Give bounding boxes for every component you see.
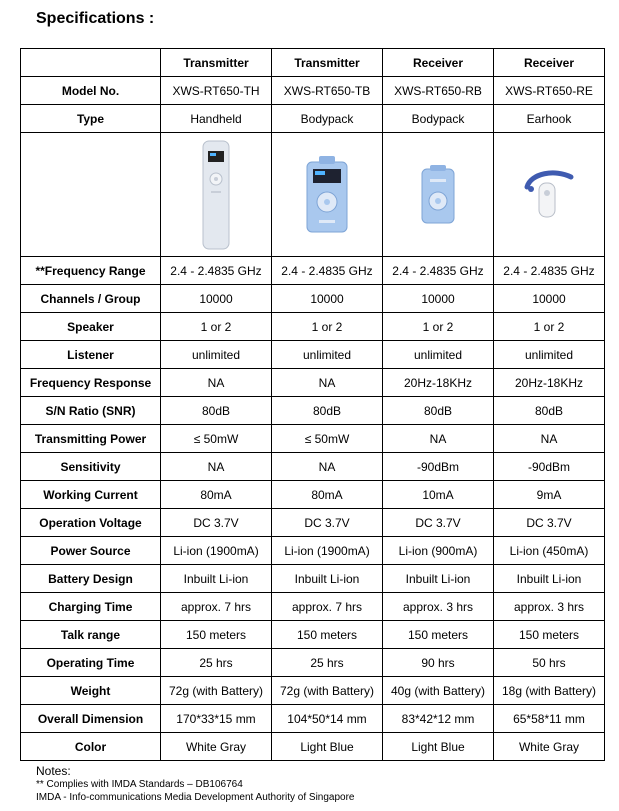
- row-label: Talk range: [21, 621, 161, 649]
- footnote-imda-standard: ** Complies with IMDA Standards – DB106764: [36, 779, 243, 790]
- table-row: [21, 425, 605, 453]
- table-cell: 18g (with Battery): [494, 677, 605, 705]
- table-cell: 10000: [383, 285, 494, 313]
- table-cell: 25 hrs: [161, 649, 272, 677]
- row-label: Overall Dimension: [21, 705, 161, 733]
- table-cell: 80dB: [272, 397, 383, 425]
- row-label: Color: [21, 733, 161, 761]
- table-cell: 20Hz-18KHz: [494, 369, 605, 397]
- table-cell: 2.4 - 2.4835 GHz: [161, 257, 272, 285]
- table-cell: Inbuilt Li-ion: [494, 565, 605, 593]
- row-label: Operating Time: [21, 649, 161, 677]
- row-label: Transmitting Power: [21, 425, 161, 453]
- table-cell: 80dB: [494, 397, 605, 425]
- table-cell: 40g (with Battery): [383, 677, 494, 705]
- table-cell: 2.4 - 2.4835 GHz: [272, 257, 383, 285]
- table-cell: XWS-RT650-RB: [383, 77, 494, 105]
- table-cell: 9mA: [494, 481, 605, 509]
- table-cell: NA: [161, 453, 272, 481]
- table-cell: Earhook: [494, 105, 605, 133]
- table-cell: Inbuilt Li-ion: [161, 565, 272, 593]
- table-cell: Bodypack: [383, 105, 494, 133]
- table-row: [21, 257, 605, 285]
- table-cell: NA: [272, 369, 383, 397]
- row-label: Working Current: [21, 481, 161, 509]
- column-header: Transmitter: [272, 49, 383, 77]
- product-image-cell: [494, 133, 605, 257]
- table-cell: 2.4 - 2.4835 GHz: [383, 257, 494, 285]
- table-cell: Light Blue: [272, 733, 383, 761]
- column-header-row: [21, 49, 605, 77]
- table-cell: 83*42*12 mm: [383, 705, 494, 733]
- table-cell: ≤ 50mW: [272, 425, 383, 453]
- table-cell: Light Blue: [383, 733, 494, 761]
- table-cell: 170*33*15 mm: [161, 705, 272, 733]
- table-cell: XWS-RT650-TB: [272, 77, 383, 105]
- table-cell: 1 or 2: [161, 313, 272, 341]
- table-cell: 10000: [161, 285, 272, 313]
- table-cell: 2.4 - 2.4835 GHz: [494, 257, 605, 285]
- product-image-row: [21, 133, 605, 257]
- table-cell: 80mA: [272, 481, 383, 509]
- table-row: [21, 105, 605, 133]
- row-label: Sensitivity: [21, 453, 161, 481]
- row-label: Model No.: [21, 77, 161, 105]
- table-cell: 90 hrs: [383, 649, 494, 677]
- table-row: [21, 481, 605, 509]
- table-cell: unlimited: [272, 341, 383, 369]
- table-cell: 150 meters: [272, 621, 383, 649]
- column-header: Transmitter: [161, 49, 272, 77]
- table-row: [21, 705, 605, 733]
- table-cell: NA: [494, 425, 605, 453]
- image-label-cell: [21, 133, 161, 257]
- table-cell: -90dBm: [494, 453, 605, 481]
- table-row: [21, 677, 605, 705]
- table-cell: approx. 7 hrs: [272, 593, 383, 621]
- table-cell: unlimited: [383, 341, 494, 369]
- table-row: [21, 565, 605, 593]
- table-cell: 150 meters: [494, 621, 605, 649]
- table-cell: Li-ion (450mA): [494, 537, 605, 565]
- corner-cell: [21, 49, 161, 77]
- table-cell: 72g (with Battery): [272, 677, 383, 705]
- table-cell: 1 or 2: [494, 313, 605, 341]
- row-label: S/N Ratio (SNR): [21, 397, 161, 425]
- table-row: [21, 453, 605, 481]
- table-cell: Li-ion (1900mA): [161, 537, 272, 565]
- table-cell: 10000: [494, 285, 605, 313]
- row-label: **Frequency Range: [21, 257, 161, 285]
- table-cell: 65*58*11 mm: [494, 705, 605, 733]
- table-cell: 104*50*14 mm: [272, 705, 383, 733]
- row-label: Channels / Group: [21, 285, 161, 313]
- table-cell: approx. 7 hrs: [161, 593, 272, 621]
- table-cell: Bodypack: [272, 105, 383, 133]
- table-cell: Li-ion (1900mA): [272, 537, 383, 565]
- table-row: [21, 649, 605, 677]
- table-row: [21, 397, 605, 425]
- table-cell: DC 3.7V: [161, 509, 272, 537]
- table-cell: unlimited: [494, 341, 605, 369]
- table-cell: Handheld: [161, 105, 272, 133]
- table-cell: ≤ 50mW: [161, 425, 272, 453]
- table-cell: 50 hrs: [494, 649, 605, 677]
- table-cell: 10mA: [383, 481, 494, 509]
- table-row: [21, 369, 605, 397]
- earhook-receiver-icon: [521, 169, 577, 221]
- notes-heading: Notes:: [36, 764, 71, 778]
- row-label: Type: [21, 105, 161, 133]
- table-row: [21, 621, 605, 649]
- bodypack-receiver-icon: [420, 165, 456, 225]
- table-cell: 72g (with Battery): [161, 677, 272, 705]
- table-cell: 80dB: [161, 397, 272, 425]
- table-cell: 1 or 2: [272, 313, 383, 341]
- row-label: Charging Time: [21, 593, 161, 621]
- table-row: [21, 341, 605, 369]
- table-row: [21, 313, 605, 341]
- row-label: Power Source: [21, 537, 161, 565]
- specifications-table: [20, 48, 605, 761]
- table-cell: 25 hrs: [272, 649, 383, 677]
- table-row: [21, 733, 605, 761]
- table-cell: NA: [272, 453, 383, 481]
- table-cell: DC 3.7V: [272, 509, 383, 537]
- table-row: [21, 593, 605, 621]
- table-cell: NA: [161, 369, 272, 397]
- product-image-cell: [161, 133, 272, 257]
- table-cell: Inbuilt Li-ion: [272, 565, 383, 593]
- table-cell: XWS-RT650-TH: [161, 77, 272, 105]
- table-cell: 80dB: [383, 397, 494, 425]
- column-header: Receiver: [494, 49, 605, 77]
- table-cell: unlimited: [161, 341, 272, 369]
- table-row: [21, 77, 605, 105]
- table-cell: 80mA: [161, 481, 272, 509]
- table-cell: Inbuilt Li-ion: [383, 565, 494, 593]
- bodypack-transmitter-icon: [305, 156, 349, 234]
- row-label: Battery Design: [21, 565, 161, 593]
- row-label: Frequency Response: [21, 369, 161, 397]
- table-cell: 150 meters: [383, 621, 494, 649]
- table-cell: 20Hz-18KHz: [383, 369, 494, 397]
- row-label: Operation Voltage: [21, 509, 161, 537]
- row-label: Weight: [21, 677, 161, 705]
- row-label: Listener: [21, 341, 161, 369]
- table-row: [21, 509, 605, 537]
- table-cell: DC 3.7V: [383, 509, 494, 537]
- table-cell: White Gray: [494, 733, 605, 761]
- table-cell: -90dBm: [383, 453, 494, 481]
- table-cell: approx. 3 hrs: [494, 593, 605, 621]
- table-cell: NA: [383, 425, 494, 453]
- footnote-imda-definition: IMDA - Info-communications Media Development Authority of Singapore: [36, 792, 355, 803]
- page-title: Specifications :: [36, 10, 155, 27]
- table-cell: DC 3.7V: [494, 509, 605, 537]
- table-cell: 10000: [272, 285, 383, 313]
- table-row: [21, 285, 605, 313]
- handheld-transmitter-icon: [201, 139, 231, 251]
- product-image-cell: [272, 133, 383, 257]
- table-cell: Li-ion (900mA): [383, 537, 494, 565]
- table-cell: 150 meters: [161, 621, 272, 649]
- row-label: Speaker: [21, 313, 161, 341]
- table-cell: approx. 3 hrs: [383, 593, 494, 621]
- column-header: Receiver: [383, 49, 494, 77]
- product-image-cell: [383, 133, 494, 257]
- table-cell: 1 or 2: [383, 313, 494, 341]
- table-cell: XWS-RT650-RE: [494, 77, 605, 105]
- table-cell: White Gray: [161, 733, 272, 761]
- table-row: [21, 537, 605, 565]
